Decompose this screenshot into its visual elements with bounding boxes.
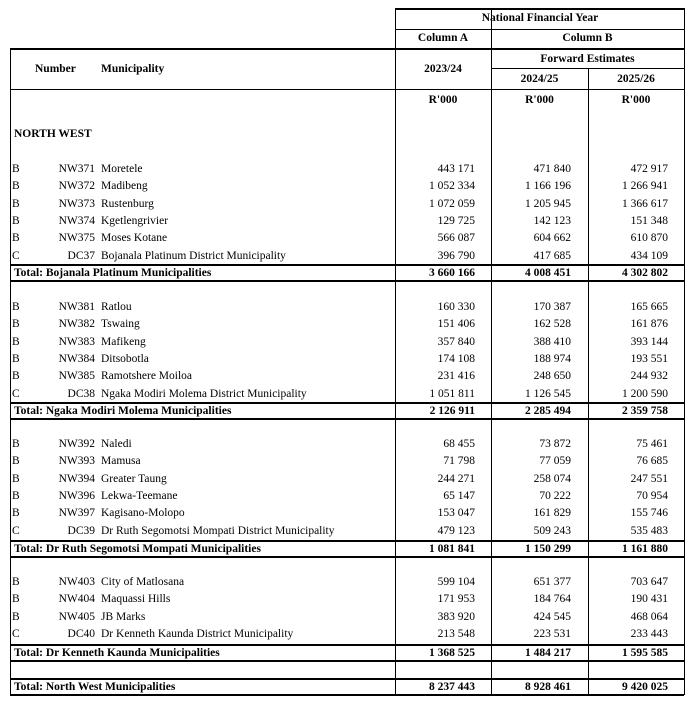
total-2025-26: 2 359 758 (622, 405, 668, 417)
municipality-code: NW372 (58, 180, 95, 193)
municipality-code: NW375 (58, 232, 95, 245)
total-2024-25: 1 484 217 (525, 647, 571, 659)
category-cell: B (12, 370, 20, 383)
municipality-code: NW393 (58, 455, 95, 468)
value-2025-26: 75 461 (636, 438, 668, 450)
total-label: Total: Ngaka Modiri Molema Municipalities (14, 405, 232, 417)
value-2025-26: 244 932 (630, 370, 668, 383)
category-cell: B (12, 163, 20, 175)
municipality-name: Ramotshere Moiloa (101, 370, 193, 383)
value-2023-24: 599 104 (437, 576, 475, 588)
municipality-name: JB Marks (101, 610, 146, 623)
municipality-code: DC39 (67, 524, 95, 537)
total-label: Total: Dr Ruth Segomotsi Mompati Municipalities (14, 543, 261, 555)
value-2025-26: 190 431 (630, 593, 668, 606)
value-2023-24: 129 725 (437, 214, 475, 227)
column-a-label: Column A (417, 32, 469, 44)
total-bottom-rule (10, 418, 684, 420)
total-2024-25: 1 150 299 (525, 543, 571, 555)
value-2025-26: 155 746 (630, 507, 668, 520)
total-2024-25: 4 008 451 (525, 267, 571, 279)
value-2024-25: 161 829 (533, 507, 571, 520)
category-cell: C (12, 524, 20, 537)
total-label: Total: Bojanala Platinum Municipalities (14, 267, 212, 279)
grand-total-bottom-rule (10, 694, 684, 696)
municipality-name: Maquassi Hills (101, 593, 171, 606)
municipality-name: Ditsobotla (101, 352, 149, 365)
value-2024-25: 184 764 (533, 593, 571, 606)
value-2025-26: 434 109 (630, 249, 668, 262)
value-2024-25: 417 685 (533, 249, 571, 262)
value-2025-26: 610 870 (630, 232, 668, 245)
value-2023-24: 566 087 (437, 232, 475, 245)
municipality-code: NW383 (58, 335, 95, 348)
municipality-name: Bojanala Platinum District Municipality (101, 249, 286, 262)
value-2023-24: 1 072 059 (429, 197, 475, 210)
municipality-code: NW373 (58, 197, 95, 210)
municipality-code: DC40 (67, 627, 95, 640)
value-2025-26: 703 647 (630, 576, 668, 588)
value-2023-24: 213 548 (437, 627, 475, 640)
value-2023-24: 65 147 (443, 489, 475, 502)
value-2025-26: 76 685 (636, 455, 668, 468)
value-2025-26: 161 876 (630, 318, 668, 331)
value-2025-26: 468 064 (630, 610, 668, 623)
municipality-name: Mafikeng (101, 335, 146, 348)
grand-total-label: Total: North West Municipalities (14, 681, 176, 693)
value-2024-25: 73 872 (539, 438, 571, 450)
value-2024-25: 162 528 (533, 318, 571, 331)
value-2024-25: 509 243 (533, 524, 571, 537)
category-cell: B (12, 301, 20, 313)
municipality-code: NW404 (58, 593, 95, 606)
value-2023-24: 1 052 334 (429, 180, 475, 193)
municipality-name: Tswaing (101, 318, 140, 331)
value-2023-24: 244 271 (437, 472, 475, 485)
year-2025-26: 2025/26 (617, 73, 655, 85)
category-cell: B (12, 335, 20, 348)
value-2023-24: 231 416 (437, 370, 475, 383)
national-financial-year: National Financial Year (481, 12, 599, 24)
value-2025-26: 472 917 (630, 163, 668, 175)
value-2024-25: 1 126 545 (525, 387, 571, 400)
header-bottom-rule (10, 89, 684, 90)
municipality-name: Moretele (101, 163, 143, 175)
value-2025-26: 70 954 (636, 489, 668, 502)
category-cell: B (12, 232, 20, 245)
value-2024-25: 170 387 (533, 301, 571, 313)
total-2025-26: 4 302 802 (622, 267, 668, 279)
value-2023-24: 396 790 (437, 249, 475, 262)
value-2025-26: 1 200 590 (622, 387, 668, 400)
category-cell: B (12, 180, 20, 193)
total-2023-24: 1 081 841 (429, 543, 475, 555)
province-heading: NORTH WEST (14, 128, 92, 140)
vline (10, 48, 11, 90)
total-bottom-rule (10, 280, 684, 282)
year-2023-24: 2023/24 (424, 63, 462, 75)
header-top-rule (395, 8, 684, 10)
category-cell: B (12, 610, 20, 623)
municipality-name: City of Matlosana (101, 576, 185, 588)
value-2024-25: 1 205 945 (525, 197, 571, 210)
municipality-name: Dr Kenneth Kaunda District Municipality (101, 627, 294, 640)
municipality-code: NW397 (58, 507, 95, 520)
municipality-code: DC38 (67, 387, 95, 400)
municipality-name: Dr Ruth Segomotsi Mompati District Municipality (101, 524, 335, 537)
municipality-name: Lekwa-Teemane (101, 489, 178, 502)
municipality-code: NW392 (58, 438, 95, 450)
value-2024-25: 248 650 (533, 370, 571, 383)
value-2023-24: 1 051 811 (429, 387, 475, 400)
header-rule (395, 29, 684, 30)
value-2023-24: 174 108 (437, 352, 475, 365)
category-cell: B (12, 352, 20, 365)
value-2024-25: 223 531 (533, 627, 571, 640)
category-cell: B (12, 576, 20, 588)
municipality-code: NW394 (58, 472, 95, 485)
value-2023-24: 171 953 (437, 593, 475, 606)
unit-b1: R'000 (525, 94, 554, 106)
municipality-name: Moses Kotane (101, 232, 168, 245)
category-cell: C (12, 249, 20, 262)
value-2025-26: 1 266 941 (622, 180, 668, 193)
value-2024-25: 142 123 (533, 214, 571, 227)
grand-total-2023-24: 8 237 443 (429, 681, 475, 693)
value-2023-24: 151 406 (437, 318, 475, 331)
total-2023-24: 1 368 525 (429, 647, 475, 659)
category-cell: B (12, 593, 20, 606)
total-2023-24: 2 126 911 (429, 405, 475, 417)
value-2025-26: 233 443 (630, 627, 668, 640)
year-2024-25: 2024/25 (520, 73, 559, 85)
unit-a: R'000 (428, 94, 458, 106)
vline-col-b2 (588, 89, 589, 695)
value-2025-26: 393 144 (630, 335, 668, 348)
value-2024-25: 604 662 (533, 232, 571, 245)
municipality-code: NW403 (58, 576, 95, 588)
municipality-name: Mamusa (101, 455, 141, 468)
category-cell: B (12, 318, 20, 331)
municipality-header: Municipality (101, 63, 165, 75)
category-cell: B (12, 507, 20, 520)
category-cell: C (12, 627, 20, 640)
total-bottom-rule (10, 556, 684, 558)
municipality-name: Naledi (101, 438, 132, 450)
municipality-code: NW405 (58, 610, 95, 623)
vline-col-a (395, 89, 396, 695)
vline-col-b1 (491, 89, 492, 695)
total-2024-25: 2 285 494 (525, 405, 571, 417)
municipality-name: Rustenburg (101, 197, 154, 210)
value-2023-24: 160 330 (437, 301, 475, 313)
value-2025-26: 151 348 (630, 214, 668, 227)
forward-estimates-label: Forward Estimates (540, 53, 635, 65)
municipality-code: NW382 (58, 318, 95, 331)
value-2023-24: 357 840 (437, 335, 475, 348)
value-2024-25: 471 840 (533, 163, 571, 175)
spacer-rule (10, 660, 684, 661)
total-2025-26: 1 595 585 (622, 647, 668, 659)
value-2024-25: 1 166 196 (525, 180, 571, 193)
value-2024-25: 388 410 (533, 335, 571, 348)
category-cell: B (12, 438, 20, 450)
municipality-code: NW385 (58, 370, 95, 383)
value-2024-25: 70 222 (539, 489, 571, 502)
municipality-name: Madibeng (101, 180, 148, 193)
total-2023-24: 3 660 166 (429, 267, 475, 279)
value-2024-25: 424 545 (533, 610, 571, 623)
value-2025-26: 193 551 (630, 352, 668, 365)
category-cell: B (12, 214, 20, 227)
grand-total-2025-26: 9 420 025 (622, 681, 668, 693)
value-2023-24: 71 798 (443, 455, 475, 468)
municipality-code: NW381 (58, 301, 95, 313)
municipality-code: DC37 (67, 249, 95, 262)
value-2025-26: 535 483 (630, 524, 668, 537)
municipality-code: NW384 (58, 352, 95, 365)
vline-right (684, 89, 685, 695)
total-label: Total: Dr Kenneth Kaunda Municipalities (14, 647, 220, 659)
municipality-code: NW374 (58, 214, 95, 227)
value-2023-24: 68 455 (443, 438, 475, 450)
value-2025-26: 247 551 (630, 472, 668, 485)
municipality-name: Greater Taung (101, 472, 167, 485)
value-2025-26: 165 665 (630, 301, 668, 313)
column-b-label: Column B (562, 32, 613, 44)
total-2025-26: 1 161 880 (622, 543, 668, 555)
number-header: Number (35, 63, 76, 75)
municipality-code: NW396 (58, 489, 95, 502)
municipality-name: Ngaka Modiri Molema District Municipality (101, 387, 307, 400)
municipality-name: Kgetlengrivier (101, 214, 169, 227)
table-top-rule (10, 48, 684, 50)
value-2024-25: 651 377 (533, 576, 571, 588)
value-2024-25: 188 974 (533, 352, 571, 365)
value-2023-24: 443 171 (437, 163, 475, 175)
value-2025-26: 1 366 617 (622, 197, 668, 210)
value-2023-24: 153 047 (437, 507, 475, 520)
municipality-name: Ratlou (101, 301, 132, 313)
municipality-name: Kagisano-Molopo (101, 507, 185, 520)
municipality-code: NW371 (58, 163, 95, 175)
value-2024-25: 77 059 (539, 455, 571, 468)
grand-total-2024-25: 8 928 461 (525, 681, 571, 693)
category-cell: C (12, 387, 20, 400)
value-2023-24: 383 920 (437, 610, 475, 623)
category-cell: B (12, 472, 20, 485)
value-2024-25: 258 074 (533, 472, 571, 485)
vline-left (10, 89, 11, 695)
category-cell: B (12, 455, 20, 468)
category-cell: B (12, 197, 20, 210)
category-cell: B (12, 489, 20, 502)
unit-b2: R'000 (621, 94, 651, 106)
value-2023-24: 479 123 (437, 524, 475, 537)
